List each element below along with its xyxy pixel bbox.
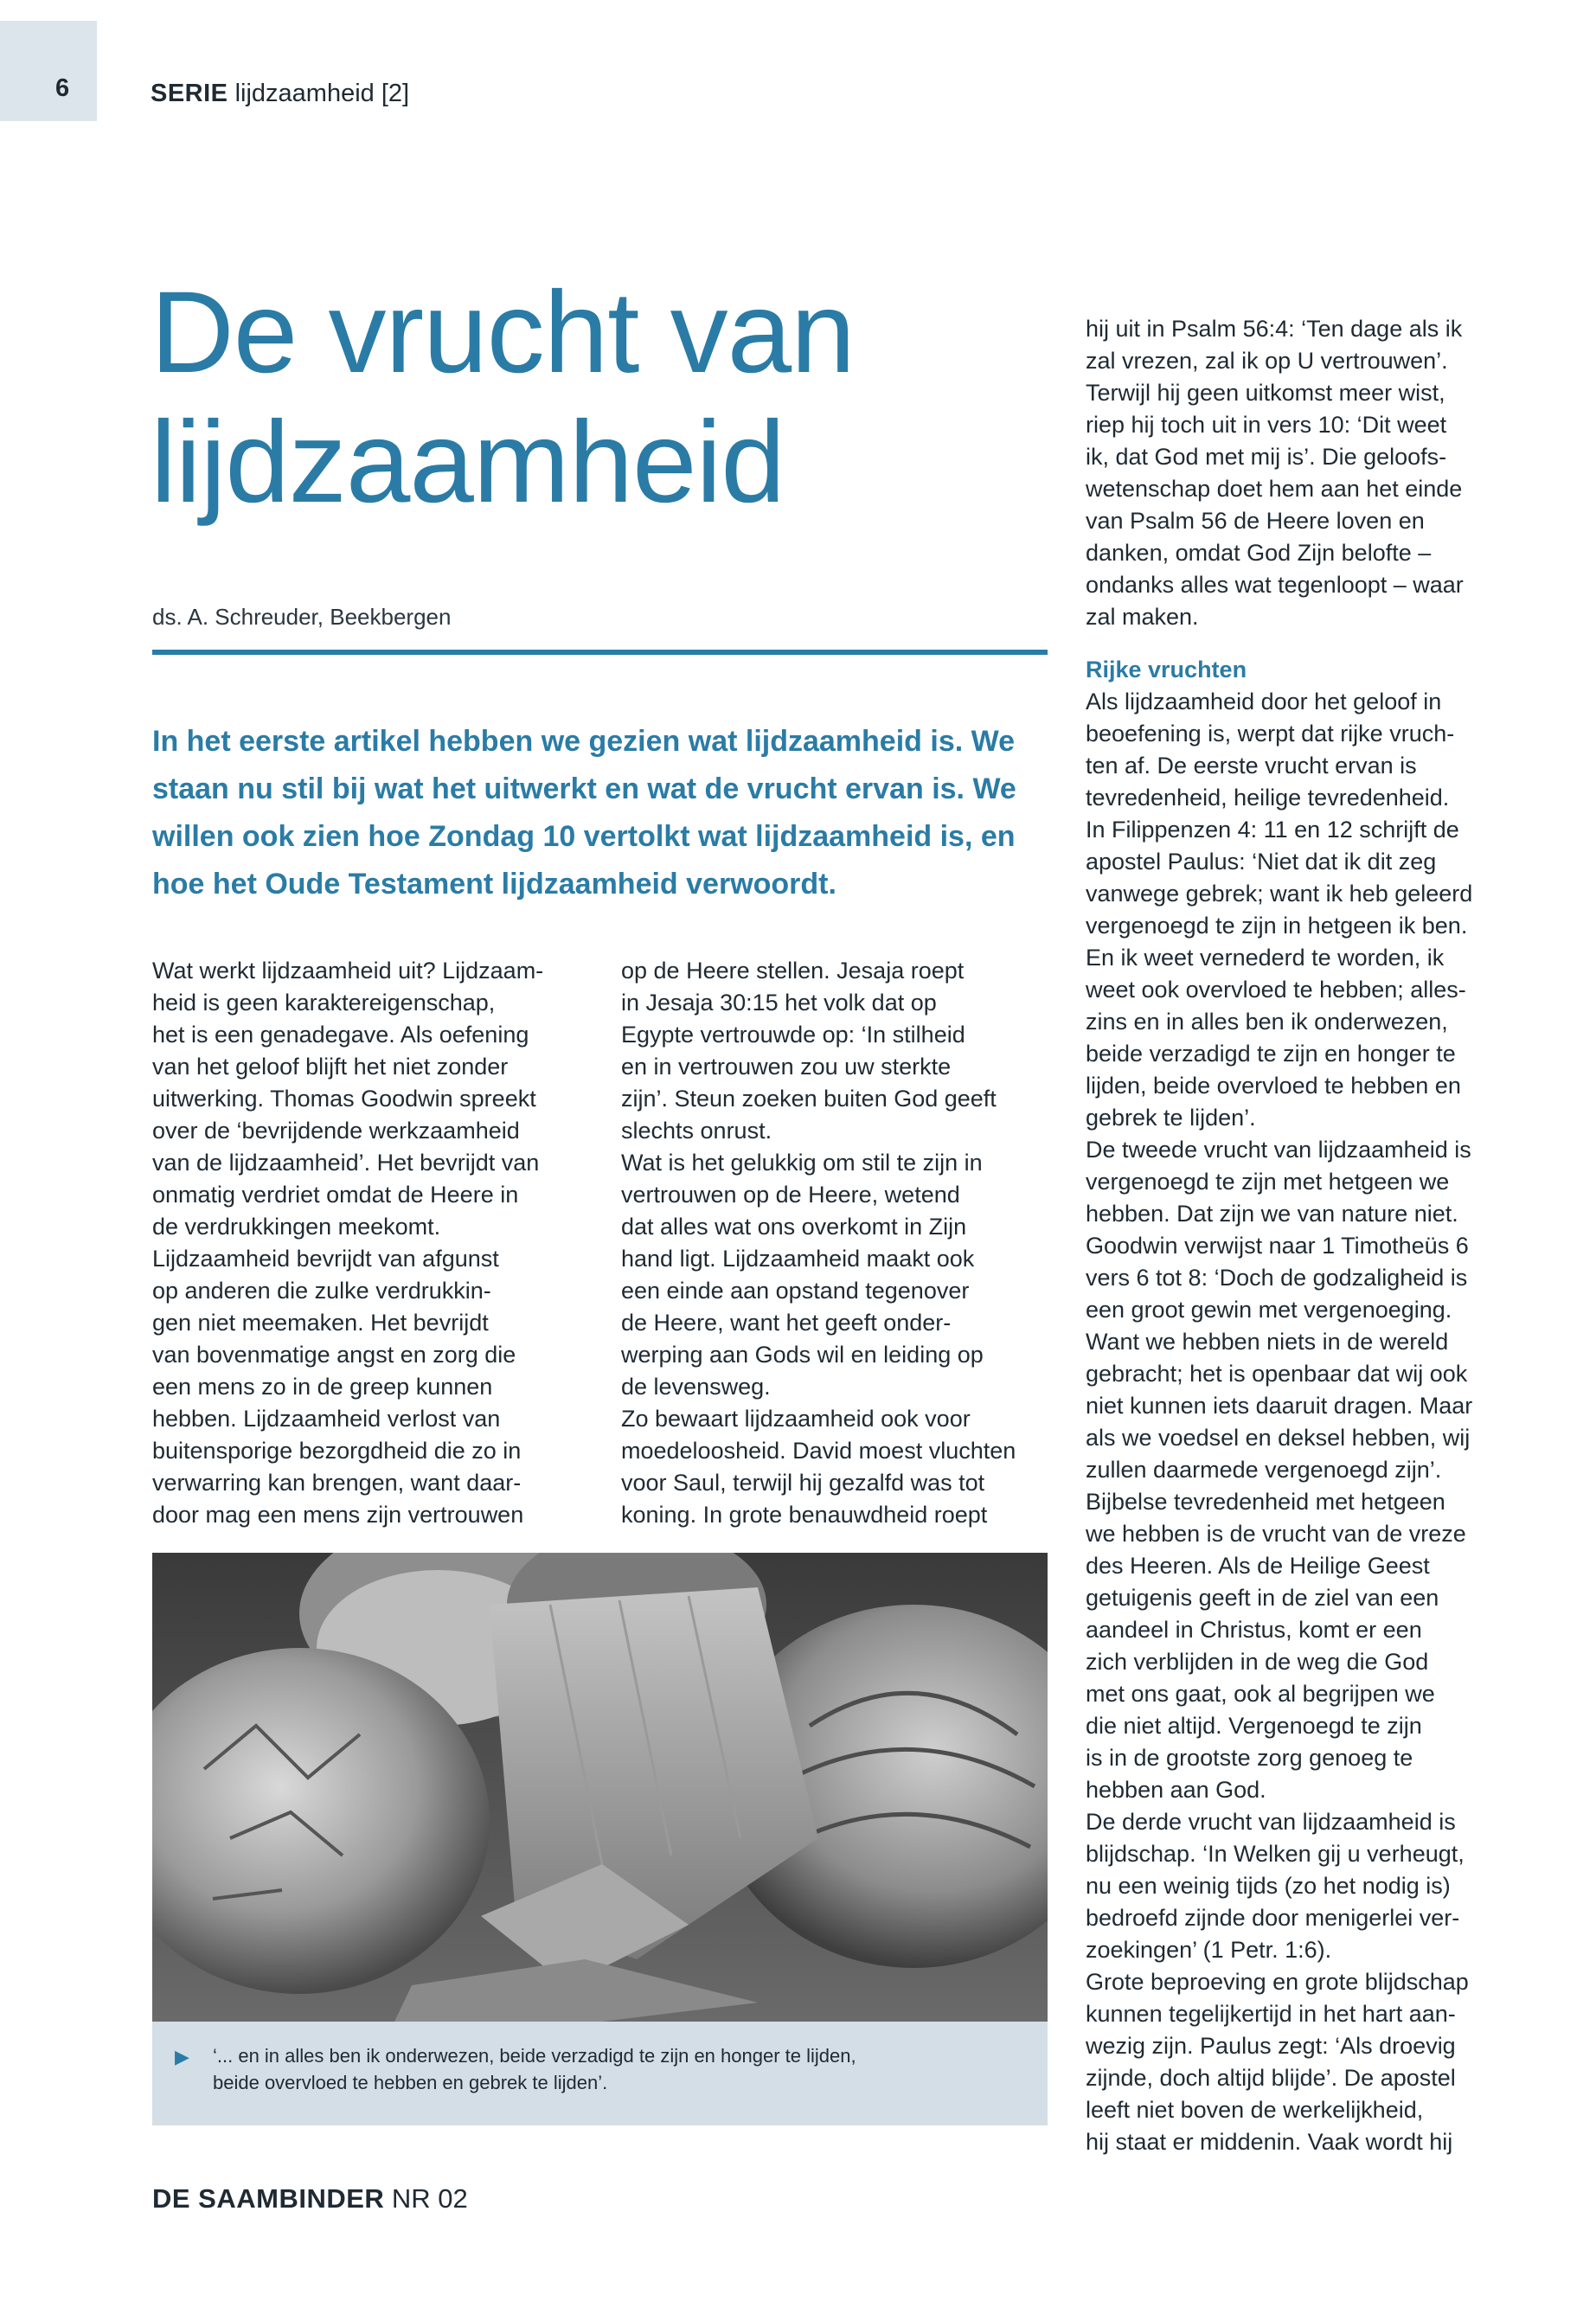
page-number bbox=[0, 21, 97, 121]
photo-caption bbox=[152, 2022, 1048, 2125]
subheading-rijke-vruchten: Rijke vruchten bbox=[1086, 657, 1247, 683]
bread-photo bbox=[152, 1553, 1048, 2022]
caption-arrow-icon: ▶ bbox=[175, 2046, 189, 2067]
title-divider bbox=[152, 650, 1048, 655]
column-3-top-text: hij uit in Psalm 56:4: ‘Ten dage als ik zal vrezen, zal ik op U vertrouwen’. Terwijl hij geen uitkomst meer wist, riep hij toch uit in vers 10: ‘Dit weet ik, dat God met mij is’. Die geloofs- wetenschap doet hem aan het einde van Psalm 56 de Heere loven en danken, omdat God Zijn belofte – ondanks alles wat tegenloopt – waar zal maken. bbox=[1086, 316, 1464, 630]
footer bbox=[152, 2183, 468, 2214]
body-column-1: Wat werkt lijdzaamheid uit? Lijdzaam- heid is geen karaktereigenschap, het is een genadegave. Als oefening van het geloof blijft het niet zonder uitwerking. Thomas Goodwin spreekt over de ‘bevrijdende werkzaamheid van de lijdzaamheid’. Het bevrijdt van onmatig verdriet omdat de Heere in de verdrukkingen meekomt. Lijdzaamheid bevrijdt van afgunst op anderen die zulke verdrukkin- gen niet meemaken. Het bevrijdt van bovenmatige angst en zorg die een mens zo in de greep kunnen hebben. Lijdzaamheid verlost van buitensporige bezorgdheid die zo in verwarring kan brengen, want daar- door mag een mens zijn vertrouwen bbox=[152, 958, 544, 1528]
series-title: lijdzaamheid [2] bbox=[234, 80, 410, 107]
article-intro: In het eerste artikel hebben we gezien wat lijdzaamheid is. We staan nu stil bij wat het uitwerkt en wat de vrucht ervan is. We willen ook zien hoe Zondag 10 vertolkt wat lijdzaamheid is, en hoe het Oude Testament lijdzaamheid verwoordt. bbox=[152, 725, 1016, 901]
series-header bbox=[151, 80, 409, 108]
body-column-2: op de Heere stellen. Jesaja roept in Jesaja 30:15 het volk dat op Egypte vertrouwde op: ‘In stilheid en in vertrouwen zou uw sterkte zijn’. Steun zoeken buiten God geeft slechts onrust. Wat is het gelukkig om stil te zijn in vertrouwen op de Heere, wetend dat alles wat ons overkomt in Zijn hand ligt. Lijdzaamheid maakt ook een einde aan opstand tegenover de Heere, want het geeft onder- werping aan Gods wil en leiding op de levensweg. Zo bewaart lijdzaamheid ook voor moedeloosheid. David moest vluchten voor Saul, terwijl hij gezalfd was tot koning. In grote benauwdheid roept bbox=[621, 958, 1016, 1528]
bread-illustration bbox=[152, 1553, 1048, 2022]
issue-number: NR 02 bbox=[391, 2183, 468, 2214]
article-title: De vrucht van lijdzaamheid bbox=[151, 268, 855, 527]
column-3-bottom-text: Als lijdzaamheid door het geloof in beoefening is, werpt dat rijke vruch- ten af. De eerste vrucht ervan is tevredenheid, heilige tevredenheid. In Filippenzen 4: 11 en 12 schrijft de apostel Paulus: ‘Niet dat ik dit zeg vanwege gebrek; want ik heb geleerd vergenoegd te zijn in hetgeen ik ben. En ik weet vernederd te worden, ik weet ook overvloed te hebben; alles- zins en in alles ben ik onderwezen, beide verzadigd te zijn en honger te lijden, beide overvloed te hebben en gebrek te lijden’. De tweede vrucht van lijdzaamheid is vergenoegd te zijn met hetgeen we hebben. Dat zijn we van nature niet. Goodwin verwijst naar 1 Timotheüs 6 vers 6 tot 8: ‘Doch de godzaligheid is een groot gewin met vergenoeging. Want we hebben niets in de wereld gebracht; het is openbaar dat wij ook niet kunnen iets daaruit dragen. Maar als we voedsel en deksel hebben, wij zullen daarmede vergenoegd zijn’. Bijbelse tevredenheid met hetgeen we hebben is de vrucht van de vreze des Heeren. Als de Heilige Geest getuigenis geeft in de ziel van een aandeel in Christus, komt er een zich verblijden in de weg die God met ons gaat, ook al begrijpen we die niet altijd. Vergenoegd te zijn is in de grootste zorg genoeg te hebben aan God. De derde vrucht van lijdzaamheid is blijdschap. ‘In Welken gij u verheugt, nu een weinig tijds (zo het nodig is) bedroefd zijnde door menigerlei ver- zoekingen’ (1 Petr. 1:6). Grote beproeving en grote blijdschap kunnen tegelijkertijd in het hart aan- wezig zijn. Paulus zegt: ‘Als droevig zijnde, doch altijd blijde’. De apostel leeft niet boven de werkelijkheid, hij staat er middenin. Vaak wordt hij bbox=[1086, 689, 1473, 2155]
article-author: ds. A. Schreuder, Beekbergen bbox=[152, 604, 452, 630]
caption-text: ‘... en in alles ben ik onderwezen, beide verzadigd te zijn en honger te lijden, beide overvloed te hebben en gebrek te lijden’. bbox=[213, 2045, 856, 2093]
page-number-text: 6 bbox=[55, 74, 70, 102]
magazine-name: DE SAAMBINDER bbox=[152, 2183, 385, 2214]
series-label: SERIE bbox=[151, 80, 228, 107]
body-column-3 bbox=[1086, 281, 1527, 2158]
